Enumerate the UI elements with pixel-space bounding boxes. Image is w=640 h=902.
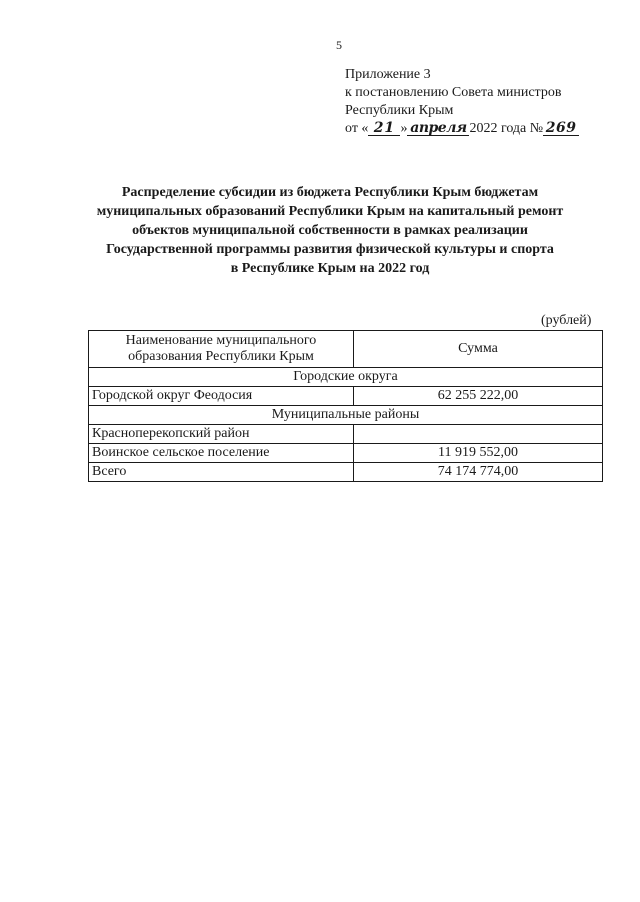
header-municipality: Наименование муниципального образования Республики Крым	[89, 331, 354, 368]
date-prefix: от «	[345, 121, 369, 136]
subsidy-amount	[354, 425, 603, 444]
title-line: Распределение субсидии из бюджета Республики Крым бюджетам	[121, 185, 539, 200]
subsidy-table	[88, 330, 603, 482]
page-number: 5	[336, 38, 342, 52]
total-label: Всего	[89, 463, 354, 482]
table-group-row	[89, 406, 603, 425]
table-row	[89, 387, 603, 406]
title-line: объектов муниципальной собственности в рамках реализации	[132, 223, 528, 238]
table-header-row	[89, 331, 603, 368]
title-line: в Республике Крым на 2022 год	[230, 261, 430, 276]
header-amount: Сумма	[354, 331, 603, 368]
appendix-government: Республики Крым	[345, 103, 454, 118]
total-amount: 74 174 774,00	[354, 463, 603, 482]
unit-label: (рублей)	[541, 313, 592, 328]
date-year: 2022 года №	[469, 121, 544, 136]
handwritten-month: апреля	[407, 121, 469, 136]
appendix-date-line	[345, 120, 579, 138]
table-row	[89, 444, 603, 463]
date-mid: »	[400, 121, 408, 136]
table-group-row	[89, 368, 603, 387]
group-label: Муниципальные районы	[89, 406, 603, 425]
municipality-name: Воинское сельское поселение	[89, 444, 354, 463]
table-total-row	[89, 463, 603, 482]
subsidy-amount: 62 255 222,00	[354, 387, 603, 406]
municipality-name: Красноперекопский район	[89, 425, 354, 444]
municipality-name: Городской округ Феодосия	[89, 387, 354, 406]
appendix-title: Приложение 3	[345, 67, 431, 82]
appendix-block	[345, 66, 579, 138]
title-line: муниципальных образований Республики Крым на капитальный ремонт	[96, 204, 564, 219]
group-label: Городские округа	[89, 368, 603, 387]
handwritten-day: 21	[368, 121, 400, 136]
appendix-reference: к постановлению Совета министров	[345, 85, 562, 100]
handwritten-decree-number: 269	[543, 121, 579, 136]
title-line: Государственной программы развития физической культуры и спорта	[106, 242, 554, 257]
table-row	[89, 425, 603, 444]
document-title	[80, 183, 580, 278]
subsidy-amount: 11 919 552,00	[354, 444, 603, 463]
